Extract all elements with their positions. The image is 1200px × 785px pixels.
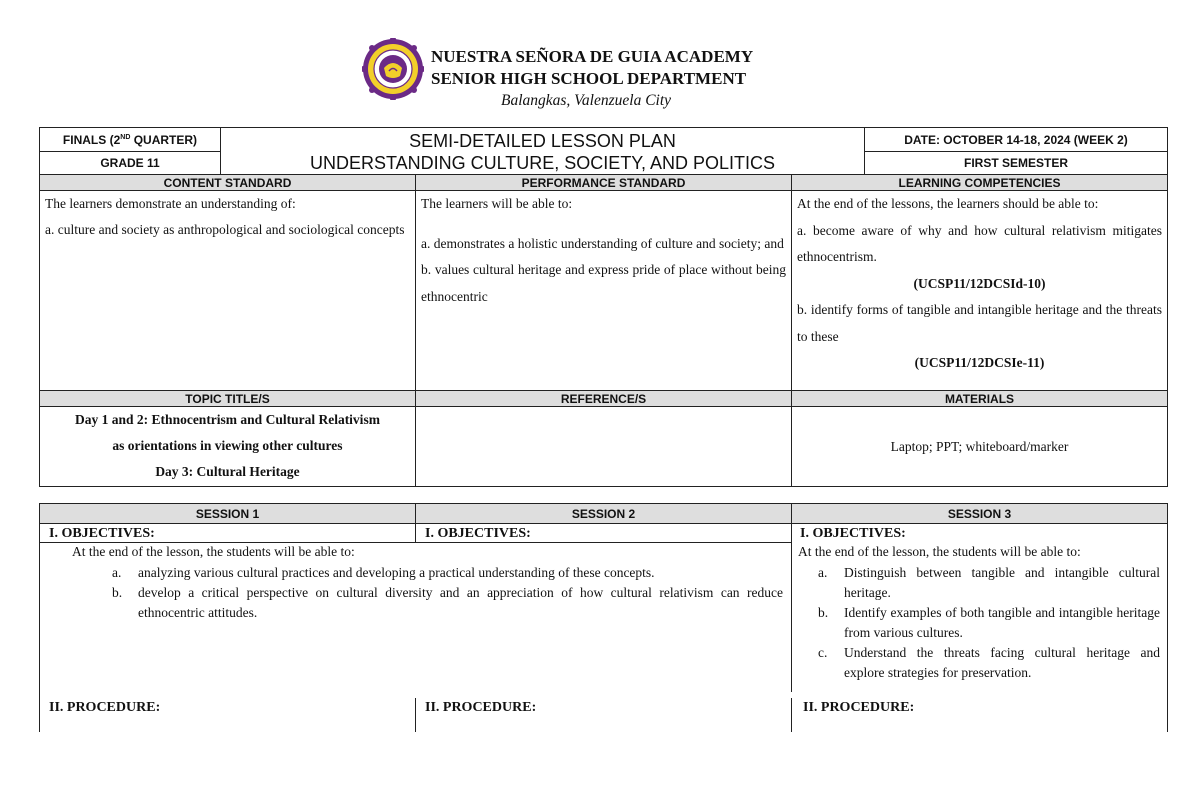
finals-quarter-cell [39, 127, 221, 152]
session-right-border [1167, 523, 1168, 732]
session-2-header [415, 503, 792, 524]
performance-standard-intro: The learners will be able to: [421, 196, 573, 211]
session-1-procedure-heading: II. PROCEDURE: [49, 700, 161, 715]
school-location: Balangkas, Valenzuela City [501, 92, 672, 109]
learning-competencies-body [791, 190, 1168, 391]
date-label: DATE: OCTOBER 14-18, 2024 (WEEK 2) [904, 132, 1128, 147]
session-1-label: SESSION 1 [195, 506, 260, 521]
session-1-objective-rule [39, 542, 416, 543]
competency-code-a: (UCSP11/12DCSId-10) [913, 275, 1046, 291]
performance-standard-item-a: a. demonstrates a holistic understanding of culture and society; and [421, 235, 784, 251]
school-logo [362, 38, 424, 100]
performance-standard-item-b: b. values cultural heritage and express pride of place without being ethnocentric [421, 262, 786, 304]
topic-title-label: TOPIC TITLE/S [185, 391, 270, 406]
session-3-objectives-list [798, 563, 1160, 683]
competency-item-b: b. identify forms of tangible and intangible heritage and the threats to these [797, 302, 1162, 344]
topic-title-header [39, 390, 416, 407]
session-1-objective-b: b. develop a critical perspective on cultural diversity and an appreciation of how cultural relativism can reduce ethnocentric attitudes. [112, 585, 783, 620]
session-divider-1-top [415, 523, 416, 543]
session-2-procedure-heading: II. PROCEDURE: [425, 700, 537, 715]
session-3-objective-a: a. Distinguish between tangible and intangible cultural heritage. [818, 565, 1160, 600]
content-standard-item-a: a. culture and society as anthropological and sociological concepts [45, 222, 405, 237]
grade-label: GRADE 11 [100, 156, 160, 170]
competency-code-b: (UCSP11/12DCSIe-11) [914, 355, 1045, 370]
subject-title: UNDERSTANDING CULTURE, SOCIETY, AND POLITICS [309, 153, 776, 173]
session-1-objectives-intro: At the end of the lesson, the students will be able to: [72, 544, 355, 559]
department-name: SENIOR HIGH SCHOOL DEPARTMENT [431, 69, 747, 88]
competency-item-a: a. become aware of why and how cultural relativism mitigates ethnocentrism. [797, 222, 1162, 264]
materials-body [791, 406, 1168, 487]
session-divider-2-mid [791, 542, 792, 692]
session-1-objectives-heading: I. OBJECTIVES: [49, 526, 155, 541]
session-1-objective-a: a. analyzing various cultural practices and developing a practical understanding of these concepts. [112, 565, 655, 580]
lesson-plan-title-cell [220, 127, 865, 175]
reference-header [415, 390, 792, 407]
topic-day-3: Day 3: Cultural Heritage [155, 464, 300, 479]
content-standard-label: CONTENT STANDARD [163, 175, 292, 190]
grade-cell [39, 151, 221, 175]
logo-seal [362, 38, 424, 100]
session-1-header [39, 503, 416, 524]
content-standard-body [39, 190, 416, 391]
finals-label: FINALS (2ND QUARTER) [62, 132, 198, 147]
session-3-objectives-intro: At the end of the lesson, the students will be able to: [798, 544, 1081, 559]
session-left-border [39, 523, 40, 732]
session-2-objectives-heading: I. OBJECTIVES: [425, 526, 531, 541]
semester-label: FIRST SEMESTER [963, 156, 1068, 170]
school-name: NUESTRA SEÑORA DE GUIA ACADEMY [431, 47, 754, 66]
session-3-label: SESSION 3 [947, 506, 1012, 521]
session-divider-2-bottom [791, 698, 792, 732]
session-divider-2-top [791, 523, 792, 543]
topic-day-1-2-continued: as orientations in viewing other cultures [112, 438, 343, 453]
session-2-label: SESSION 2 [571, 506, 636, 521]
learning-competencies-label: LEARNING COMPETENCIES [898, 175, 1061, 190]
session-1-objectives-list [92, 563, 783, 623]
school-header [431, 46, 753, 112]
materials-value: Laptop; PPT; whiteboard/marker [890, 438, 1069, 454]
topic-day-1-2: Day 1 and 2: Ethnocentrism and Cultural Relativism [75, 412, 380, 427]
session-divider-1-bottom [415, 698, 416, 732]
materials-header [791, 390, 1168, 407]
session-3-header [791, 503, 1168, 524]
performance-standard-body [415, 190, 792, 391]
performance-standard-label: PERFORMANCE STANDARD [521, 175, 686, 190]
performance-standard-header [415, 174, 792, 191]
session-2-objective-rule [415, 542, 792, 543]
lesson-plan-title: SEMI-DETAILED LESSON PLAN [409, 131, 676, 151]
semester-cell [864, 151, 1168, 175]
content-standard-intro: The learners demonstrate an understanding of: [45, 196, 296, 211]
reference-body [415, 406, 792, 487]
date-cell [864, 127, 1168, 152]
topic-title-body [39, 406, 416, 487]
learning-competencies-header [791, 174, 1168, 191]
reference-label: REFERENCE/S [560, 391, 647, 406]
session-3-objectives-heading: I. OBJECTIVES: [800, 526, 906, 541]
session-3-objective-c: c. Understand the threats facing cultural heritage and explore strategies for preservation. [818, 645, 1160, 680]
session-3-objective-b: b. Identify examples of both tangible and intangible heritage from various cultures. [818, 605, 1160, 640]
content-standard-header [39, 174, 416, 191]
materials-label: MATERIALS [944, 391, 1015, 406]
competency-intro: At the end of the lessons, the learners should be able to: [797, 196, 1099, 211]
session-3-procedure-heading: II. PROCEDURE: [803, 700, 915, 715]
